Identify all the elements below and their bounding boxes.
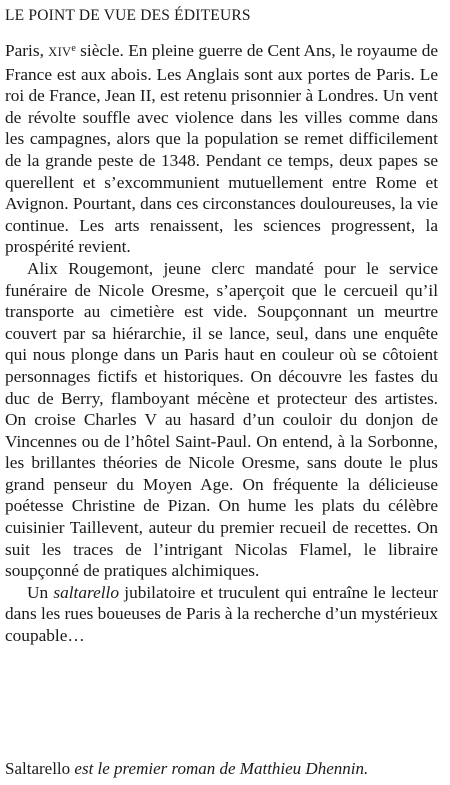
- blurb-text: [5, 40, 438, 647]
- author-credit: [5, 759, 368, 779]
- book-title: Saltarello: [5, 759, 71, 778]
- section-heading: LE POINT DE VUE DES ÉDITEURS: [5, 7, 251, 24]
- paragraph-conclusion-start: Un: [27, 582, 54, 602]
- paragraph-context: [5, 40, 438, 258]
- paragraph-conclusion-rest: jubilatoire et truculent qui entraîne le lecteur dans les rues boueuses de Paris à la recherche d’un mystérieux coupable…: [5, 582, 438, 646]
- paragraph-plot: Alix Rougemont, jeune clerc mandaté pour le service funéraire de Nicole Oresme, s’aperçoit que le cercueil qu’il transporte au cimetière est vide. Soupçonnant un meurtre couvert par sa hiérarchie, il se lance, seul, dans une enquête qui nous plonge dans un Paris haut en couleur où se côtoient personnages fictifs et historiques. On découvre les fastes du duc de Berry, flamboyant mécène et protecteur des artistes. On croise Charles V au hasard d’un couloir du donjon de Vincennes ou de l’hôtel Saint-Paul. On entend, à la Sorbonne, les brillantes théories de Nicole Oresme, sans doute le plus grand penseur du Moyen Age. On fréquente la délicieuse poétesse Christine de Pizan. On hume les plats du célèbre cuisinier Taillevent, auteur du premier recueil de recettes. On suit les traces de l’intrigant Nicolas Flamel, le libraire soupçonné de pratiques alchimiques.: [5, 258, 438, 581]
- author-credit-text: est le premier roman de Matthieu Dhennin.: [70, 759, 369, 778]
- century-superscript: e: [71, 43, 76, 54]
- century-numeral: XIV: [48, 45, 72, 59]
- paragraph-context-start: Paris,: [5, 41, 49, 60]
- paragraph-context-rest: siècle. En pleine guerre de Cent Ans, le royaume de France est aux abois. Les Anglais sont aux portes de Paris. Le roi de France, Jean II, est retenu prisonnier à Londres. Un vent de révolte souffle avec violence dans les villes comme dans les campagnes, alors que la population se remet difficilement de la grande peste de 1348. Pendant ce temps, deux papes se querellent et s’excommunient mutuellement entre Rome et Avignon. Pourtant, dans ces circonstances douloureuses, la vie continue. Les arts renaissent, les sciences progressent, la prospérité revient.: [5, 41, 439, 257]
- saltarello-italic: saltarello: [53, 582, 119, 602]
- paragraph-conclusion: [5, 582, 438, 647]
